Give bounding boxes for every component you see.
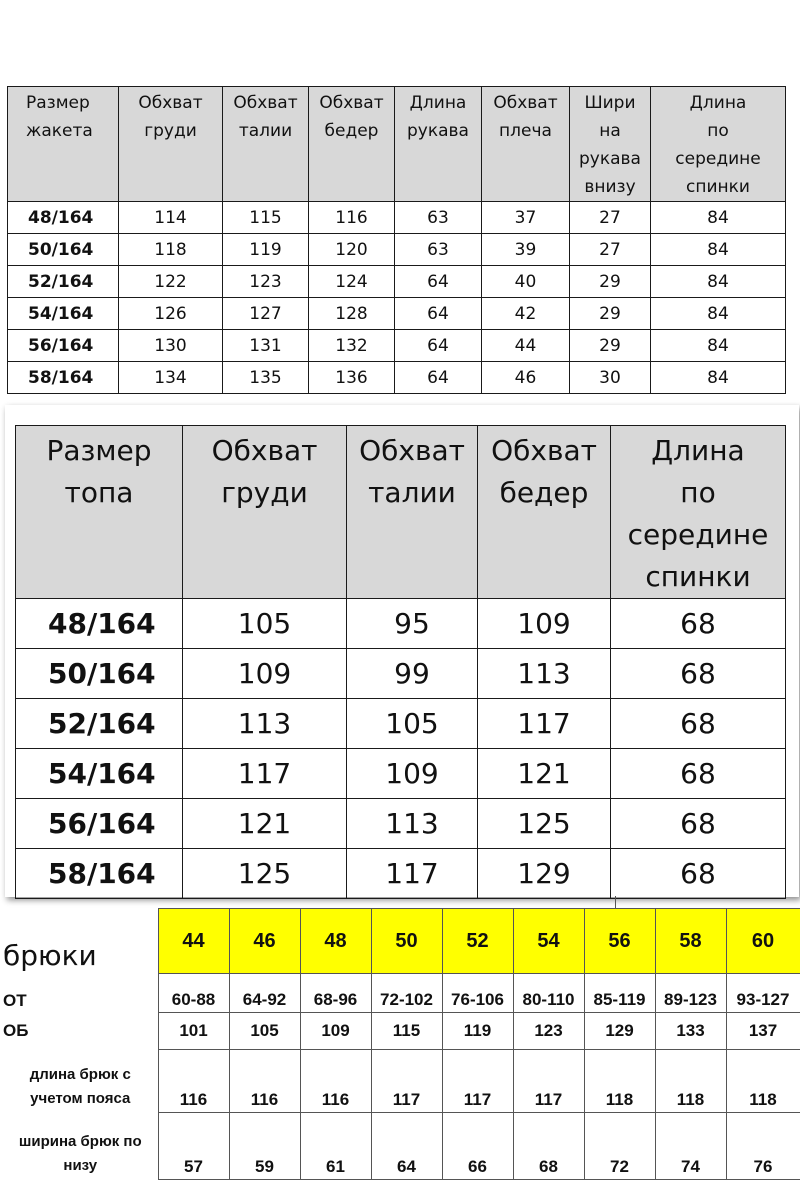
jacket-header-sleeve-width: Шири на рукава внизу <box>570 87 651 202</box>
top-value-cell: 117 <box>478 699 611 749</box>
trousers-row <box>0 974 800 1013</box>
trousers-size-header: 58 <box>655 909 726 974</box>
jacket-size-cell: 52/164 <box>8 266 119 298</box>
trousers-value-cell: 93-127 <box>726 974 800 1013</box>
top-value-cell: 113 <box>183 699 347 749</box>
jacket-value-cell: 118 <box>119 234 223 266</box>
trousers-row-label-line: длина брюк с <box>29 1065 131 1083</box>
jacket-size-cell: 54/164 <box>8 298 119 330</box>
jacket-value-cell: 128 <box>309 298 395 330</box>
jacket-value-cell: 124 <box>309 266 395 298</box>
top-value-cell: 121 <box>183 799 347 849</box>
jacket-value-cell: 131 <box>223 330 309 362</box>
jacket-value-cell: 44 <box>482 330 570 362</box>
trousers-value-cell: 68 <box>513 1113 584 1180</box>
trousers-value-cell: 116 <box>300 1050 371 1113</box>
jacket-header-back-length: Длина по середине спинки <box>651 87 786 202</box>
trousers-value-cell: 59 <box>229 1113 300 1180</box>
top-value-cell: 117 <box>347 849 478 899</box>
top-size-table <box>15 425 786 899</box>
jacket-value-cell: 40 <box>482 266 570 298</box>
trousers-value-cell: 64-92 <box>229 974 300 1013</box>
top-row <box>16 699 786 749</box>
top-value-cell: 68 <box>611 649 786 699</box>
jacket-value-cell: 127 <box>223 298 309 330</box>
jacket-value-cell: 114 <box>119 202 223 234</box>
jacket-row <box>8 266 786 298</box>
jacket-header-shoulder: Обхват плеча <box>482 87 570 202</box>
jacket-row <box>8 202 786 234</box>
top-size-cell: 48/164 <box>16 599 183 649</box>
trousers-value-cell: 105 <box>229 1013 300 1050</box>
jacket-value-cell: 84 <box>651 298 786 330</box>
trousers-value-cell: 64 <box>371 1113 442 1180</box>
jacket-value-cell: 84 <box>651 202 786 234</box>
trousers-row-label: ОТ <box>3 990 27 1010</box>
top-row <box>16 749 786 799</box>
trousers-size-row <box>0 909 800 974</box>
top-value-cell: 113 <box>478 649 611 699</box>
jacket-value-cell: 63 <box>395 202 482 234</box>
top-value-cell: 99 <box>347 649 478 699</box>
trousers-value-cell: 115 <box>371 1013 442 1050</box>
top-header-back-length: Длина по середине спинки <box>611 426 786 599</box>
top-size-cell: 50/164 <box>16 649 183 699</box>
top-value-cell: 113 <box>347 799 478 849</box>
jacket-value-cell: 63 <box>395 234 482 266</box>
jacket-value-cell: 46 <box>482 362 570 394</box>
jacket-value-cell: 122 <box>119 266 223 298</box>
jacket-value-cell: 42 <box>482 298 570 330</box>
top-header-row <box>16 426 786 599</box>
trousers-size-header: 44 <box>158 909 229 974</box>
trousers-value-cell: 74 <box>655 1113 726 1180</box>
top-row <box>16 799 786 849</box>
trousers-row-label-line: ширина брюк по <box>18 1132 142 1150</box>
jacket-value-cell: 27 <box>570 234 651 266</box>
trousers-value-cell: 60-88 <box>158 974 229 1013</box>
trousers-value-cell: 61 <box>300 1113 371 1180</box>
top-value-cell: 117 <box>183 749 347 799</box>
trousers-value-cell: 76 <box>726 1113 800 1180</box>
top-size-cell: 52/164 <box>16 699 183 749</box>
jacket-value-cell: 130 <box>119 330 223 362</box>
trousers-value-cell: 118 <box>726 1050 800 1113</box>
trousers-value-cell: 116 <box>229 1050 300 1113</box>
top-value-cell: 125 <box>478 799 611 849</box>
trousers-row <box>0 1113 800 1180</box>
trousers-row-label-line: учетом пояса <box>30 1089 131 1107</box>
trousers-value-cell: 68-96 <box>300 974 371 1013</box>
trousers-value-cell: 89-123 <box>655 974 726 1013</box>
top-row <box>16 649 786 699</box>
top-value-cell: 95 <box>347 599 478 649</box>
trousers-size-table <box>0 908 800 1180</box>
trousers-value-cell: 101 <box>158 1013 229 1050</box>
jacket-value-cell: 64 <box>395 298 482 330</box>
jacket-value-cell: 64 <box>395 330 482 362</box>
trousers-title: брюки <box>3 938 97 972</box>
jacket-value-cell: 115 <box>223 202 309 234</box>
trousers-value-cell: 129 <box>584 1013 655 1050</box>
jacket-value-cell: 135 <box>223 362 309 394</box>
top-header-hips: Обхват бедер <box>478 426 611 599</box>
jacket-header-row <box>8 87 786 202</box>
trousers-value-cell: 76-106 <box>442 974 513 1013</box>
trousers-size-header: 56 <box>584 909 655 974</box>
trousers-value-cell: 137 <box>726 1013 800 1050</box>
jacket-value-cell: 29 <box>570 266 651 298</box>
trousers-value-cell: 85-119 <box>584 974 655 1013</box>
trousers-value-cell: 109 <box>300 1013 371 1050</box>
jacket-value-cell: 116 <box>309 202 395 234</box>
top-value-cell: 121 <box>478 749 611 799</box>
top-size-panel <box>5 405 799 897</box>
jacket-header-chest: Обхват груди <box>119 87 223 202</box>
jacket-header-size: Размер жакета <box>8 87 119 202</box>
jacket-value-cell: 119 <box>223 234 309 266</box>
top-value-cell: 68 <box>611 849 786 899</box>
trousers-value-cell: 72-102 <box>371 974 442 1013</box>
trousers-value-cell: 66 <box>442 1113 513 1180</box>
jacket-value-cell: 84 <box>651 266 786 298</box>
jacket-value-cell: 84 <box>651 234 786 266</box>
top-value-cell: 68 <box>611 699 786 749</box>
jacket-value-cell: 27 <box>570 202 651 234</box>
jacket-size-cell: 48/164 <box>8 202 119 234</box>
top-size-cell: 56/164 <box>16 799 183 849</box>
trousers-value-cell: 118 <box>655 1050 726 1113</box>
trousers-size-header: 48 <box>300 909 371 974</box>
top-header-size: Размер топа <box>16 426 183 599</box>
top-row <box>16 599 786 649</box>
trousers-row <box>0 1050 800 1113</box>
jacket-value-cell: 37 <box>482 202 570 234</box>
top-value-cell: 105 <box>183 599 347 649</box>
top-header-waist: Обхват талии <box>347 426 478 599</box>
top-value-cell: 129 <box>478 849 611 899</box>
jacket-size-table <box>7 86 786 394</box>
jacket-row <box>8 330 786 362</box>
jacket-size-cell: 58/164 <box>8 362 119 394</box>
trousers-size-header: 60 <box>726 909 800 974</box>
top-value-cell: 105 <box>347 699 478 749</box>
trousers-value-cell: 117 <box>513 1050 584 1113</box>
jacket-value-cell: 132 <box>309 330 395 362</box>
top-size-cell: 58/164 <box>16 849 183 899</box>
trousers-size-header: 52 <box>442 909 513 974</box>
jacket-value-cell: 136 <box>309 362 395 394</box>
trousers-value-cell: 118 <box>584 1050 655 1113</box>
trousers-size-header: 54 <box>513 909 584 974</box>
jacket-value-cell: 39 <box>482 234 570 266</box>
top-row <box>16 849 786 899</box>
jacket-value-cell: 64 <box>395 362 482 394</box>
top-value-cell: 68 <box>611 749 786 799</box>
jacket-value-cell: 29 <box>570 330 651 362</box>
trousers-size-header: 46 <box>229 909 300 974</box>
trousers-value-cell: 117 <box>371 1050 442 1113</box>
trousers-value-cell: 123 <box>513 1013 584 1050</box>
top-value-cell: 68 <box>611 599 786 649</box>
jacket-value-cell: 123 <box>223 266 309 298</box>
jacket-row <box>8 298 786 330</box>
trousers-row-label <box>0 1113 158 1180</box>
trousers-size-header: 50 <box>371 909 442 974</box>
trousers-row-label <box>0 1050 158 1113</box>
trousers-row-label: ОБ <box>3 1021 29 1040</box>
trousers-value-cell: 117 <box>442 1050 513 1113</box>
trousers-row <box>0 1013 800 1050</box>
connector-line <box>615 896 616 908</box>
jacket-value-cell: 126 <box>119 298 223 330</box>
top-value-cell: 125 <box>183 849 347 899</box>
jacket-header-sleeve-length: Длина рукава <box>395 87 482 202</box>
trousers-value-cell: 57 <box>158 1113 229 1180</box>
jacket-header-hips: Обхват бедер <box>309 87 395 202</box>
top-value-cell: 68 <box>611 799 786 849</box>
jacket-size-cell: 56/164 <box>8 330 119 362</box>
trousers-row-label-line: низу <box>63 1156 98 1174</box>
jacket-value-cell: 84 <box>651 330 786 362</box>
top-value-cell: 109 <box>347 749 478 799</box>
jacket-size-cell: 50/164 <box>8 234 119 266</box>
trousers-value-cell: 133 <box>655 1013 726 1050</box>
jacket-value-cell: 30 <box>570 362 651 394</box>
jacket-row <box>8 234 786 266</box>
trousers-value-cell: 119 <box>442 1013 513 1050</box>
top-size-cell: 54/164 <box>16 749 183 799</box>
top-value-cell: 109 <box>183 649 347 699</box>
trousers-value-cell: 116 <box>158 1050 229 1113</box>
jacket-value-cell: 64 <box>395 266 482 298</box>
jacket-value-cell: 134 <box>119 362 223 394</box>
top-header-chest: Обхват груди <box>183 426 347 599</box>
jacket-value-cell: 120 <box>309 234 395 266</box>
jacket-value-cell: 84 <box>651 362 786 394</box>
top-value-cell: 109 <box>478 599 611 649</box>
trousers-value-cell: 80-110 <box>513 974 584 1013</box>
jacket-value-cell: 29 <box>570 298 651 330</box>
trousers-value-cell: 72 <box>584 1113 655 1180</box>
jacket-header-waist: Обхват талии <box>223 87 309 202</box>
jacket-row <box>8 362 786 394</box>
